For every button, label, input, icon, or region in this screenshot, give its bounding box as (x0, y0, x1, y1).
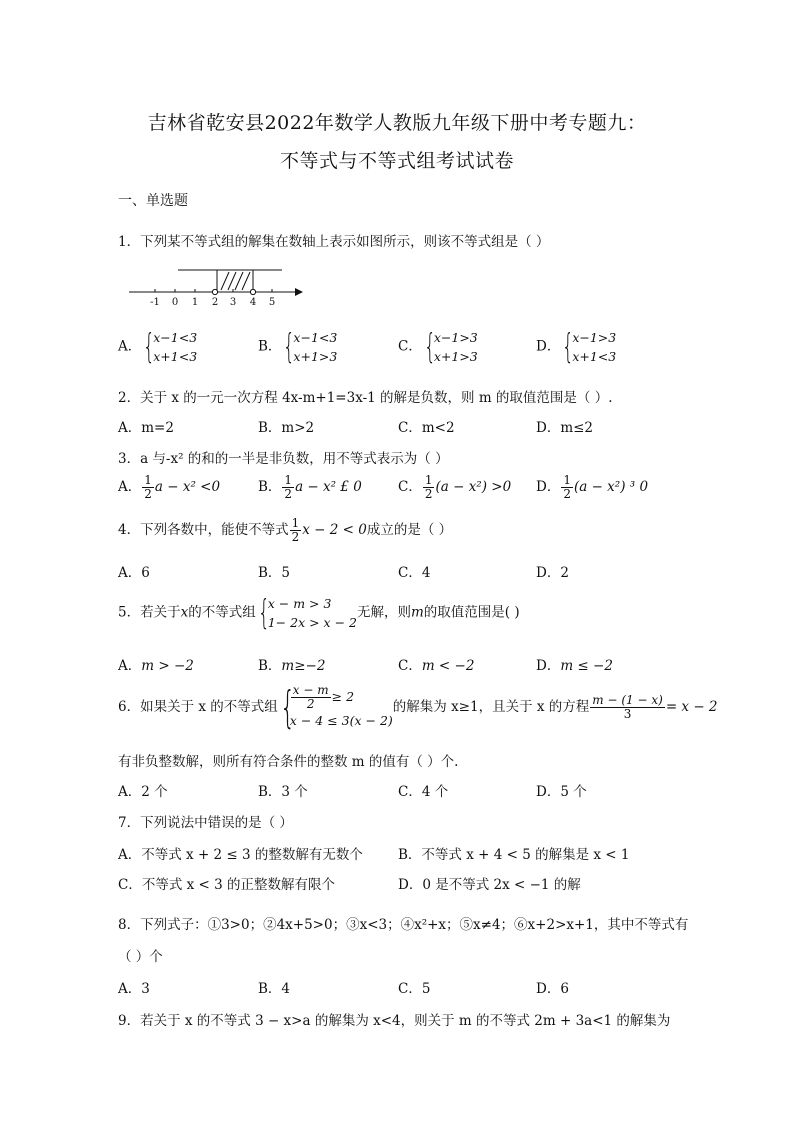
q5-option-b[interactable]: B．m≥−2 (258, 658, 326, 674)
q1-option-d[interactable]: D． { x−1>3 x+1<3 (536, 327, 617, 367)
q8-option-d[interactable]: D．6 (536, 981, 569, 997)
q1-option-b[interactable]: B． { x−1<3 x+1>3 (258, 327, 338, 367)
question-6: 6．如果关于 x 的不等式组 { $\frac{x - m}{2}$ ≥ 2 x − 4 ≤ 3(x − 2) 的解集为 x≥1，且关于 x 的方程 $\frac{m - (1 - x)}{3}$ = x − 2 (118, 682, 718, 733)
tick-label: 5 (268, 297, 276, 308)
open-point-4 (250, 289, 255, 294)
tick-label: 4 (249, 297, 257, 308)
q2-option-b[interactable]: B．m>2 (258, 420, 315, 436)
question-8-line2: （ ）个 (118, 949, 163, 965)
q3-option-c[interactable]: C． $\frac{1}{2}$ (a − x²) >0 (398, 473, 512, 501)
question-8: 8．下列式子：①3>0；②4x+5>0；③x<3；④x²+x；⑤x≠4；⑥x+2>x+1，其中不等式有 (118, 917, 689, 933)
q3-option-a[interactable]: A． $\frac{1}{2}$ a − x² <0 (118, 473, 221, 501)
page-subtitle: 不等式与不等式组考试试卷 (279, 150, 514, 172)
q4-option-b[interactable]: B．5 (258, 565, 291, 581)
q2-option-d[interactable]: D．m≤2 (536, 420, 594, 436)
q6-option-a[interactable]: A．2 个 (118, 784, 168, 800)
question-5: 5．若关于x的不等式组 { x − m > 3 1− 2x > x − 2 无解，则m的取值范围是( ) (118, 593, 520, 633)
q4-option-c[interactable]: C．4 (398, 565, 431, 581)
tick-label: 2 (211, 297, 219, 308)
q4-option-d[interactable]: D．2 (536, 565, 569, 581)
question-3: 3．a 与-x² 的和的一半是非负数，用不等式表示为（ ） (118, 451, 449, 467)
q7-option-a[interactable]: A．不等式 x + 2 ≤ 3 的整数解有无数个 (118, 847, 363, 863)
q6-option-c[interactable]: C．4 个 (398, 784, 449, 800)
question-7: 7．下列说法中错误的是（ ） (118, 815, 293, 831)
open-point-2 (212, 289, 217, 294)
q2-option-a[interactable]: A．m=2 (118, 420, 174, 436)
question-1: 1．下列某不等式组的解集在数轴上表示如图所示，则该不等式组是（ ） (118, 234, 550, 250)
q7-option-c[interactable]: C．不等式 x < 3 的正整数解有限个 (118, 877, 336, 893)
q3-option-d[interactable]: D． $\frac{1}{2}$ (a − x²) ³ 0 (536, 473, 649, 501)
q7-option-b[interactable]: B．不等式 x + 4 < 5 的解集是 x < 1 (398, 847, 630, 863)
q6-option-d[interactable]: D．5 个 (536, 784, 587, 800)
tick-label: 3 (229, 297, 237, 308)
tick-label: 0 (171, 297, 179, 308)
q2-option-c[interactable]: C．m<2 (398, 420, 455, 436)
q8-option-b[interactable]: B．4 (258, 981, 291, 997)
q1-option-c[interactable]: C． { x−1>3 x+1>3 (398, 327, 478, 367)
page-title: 吉林省乾安县2022年数学人教版九年级下册中考专题九： (147, 112, 647, 134)
q6-option-b[interactable]: B．3 个 (258, 784, 308, 800)
q7-option-d[interactable]: D．0 是不等式 2x < −1 的解 (398, 877, 581, 893)
axis-arrow (295, 288, 303, 296)
q3-option-b[interactable]: B． $\frac{1}{2}$ a − x² £ 0 (258, 473, 362, 501)
question-4: 4．下列各数中，能使不等式 $\frac{1}{2}$ x − 2 < 0成立的是（ ） (118, 516, 453, 544)
question-6-line2: 有非负整数解，则所有符合条件的整数 m 的值有（ ）个. (118, 754, 459, 770)
tick-label: 1 (191, 297, 199, 308)
question-9: 9．若关于 x 的不等式 3 − x>a 的解集为 x<4，则关于 m 的不等式 2m + 3a<1 的解集为 (118, 1013, 671, 1029)
q4-option-a[interactable]: A．6 (118, 565, 150, 581)
tick-label: -1 (150, 297, 160, 308)
q5-option-d[interactable]: D．m ≤ −2 (536, 658, 613, 674)
question-2: 2．关于 x 的一元一次方程 4x-m+1=3x-1 的解是负数，则 m 的取值范围是（ ）. (118, 390, 613, 406)
q8-option-a[interactable]: A．3 (118, 981, 150, 997)
q5-option-a[interactable]: A．m > −2 (118, 658, 194, 674)
section-heading: 一、单选题 (118, 193, 188, 209)
number-line-figure (125, 262, 305, 308)
hatch-marks (221, 272, 250, 290)
q5-option-c[interactable]: C．m < −2 (398, 658, 475, 674)
q1-option-a[interactable]: A． { x−1<3 x+1<3 (118, 327, 198, 367)
q8-option-c[interactable]: C．5 (398, 981, 431, 997)
